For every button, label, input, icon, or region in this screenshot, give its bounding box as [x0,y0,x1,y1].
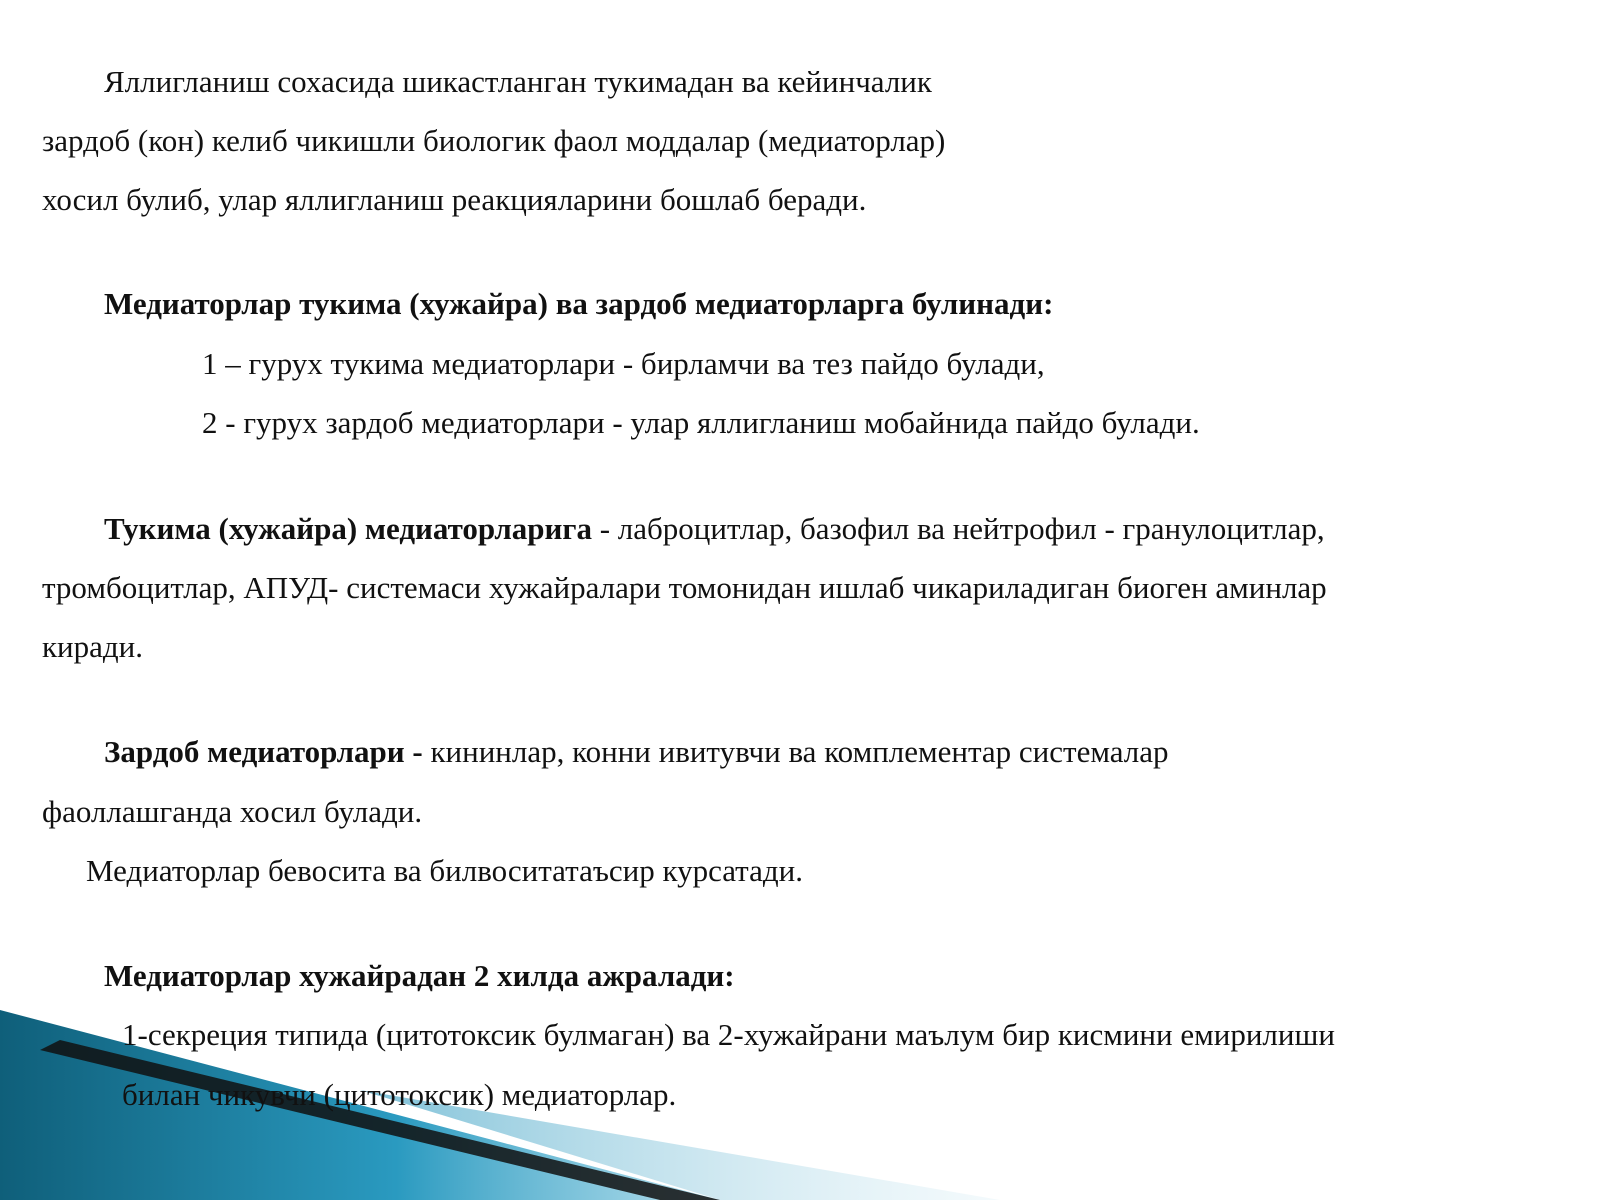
p3-line2: тромбоцитлар, АПУД- системаси хужайралари томонидан ишлаб чикариладиган биоген аминлар [42,570,1327,605]
p4-line1 [104,734,1169,770]
p3-line1-rest: - лаброцитлар, базофил ва нейтрофил - гранулоцитлар, [591,511,1325,546]
p3-bold-term: Тукима (хужайра) медиаторларига [104,511,592,546]
p5-heading: Медиаторлар хужайрадан 2 хилда ажралади: [104,958,735,993]
p4-bold-term: Зардоб медиаторлари - [104,734,431,769]
p5-line1: 1-секреция типида (цитотоксик булмаган) ва 2-хужайрани маълум бир кисмини емирилиши [122,1017,1335,1052]
p2-item1: 1 – гурух тукима медиаторлари - бирламчи ва тез пайдо булади, [202,346,1045,381]
p3-line3: киради. [42,629,144,664]
p1-line1: Яллигланиш сохасида шикастланган тукимадан ва кейинчалик [104,64,932,99]
p2-heading: Медиаторлар тукима (хужайра) ва зардоб медиаторларга булинади: [104,286,1054,321]
p4-line1-rest: кининлар, конни ивитувчи ва комплементар системалар [430,734,1169,769]
p4-line3: Медиаторлар бевосита ва билвоситатаъсир курсатади. [86,853,803,888]
p5-line2: билан чикувчи (цитотоксик) медиаторлар. [122,1077,677,1112]
p1-line2: зардоб (кон) келиб чикишли биологик фаол моддалар (медиаторлар) [42,123,946,158]
p3-line1 [104,511,1325,547]
p2-item2: 2 - гурух зардоб медиаторлари - улар яллигланиш мобайнида пайдо булади. [202,405,1200,440]
p4-line2: фаоллашганда хосил булади. [42,794,423,829]
p1-line3: хосил булиб, улар яллигланиш реакцияларини бошлаб беради. [42,182,867,217]
